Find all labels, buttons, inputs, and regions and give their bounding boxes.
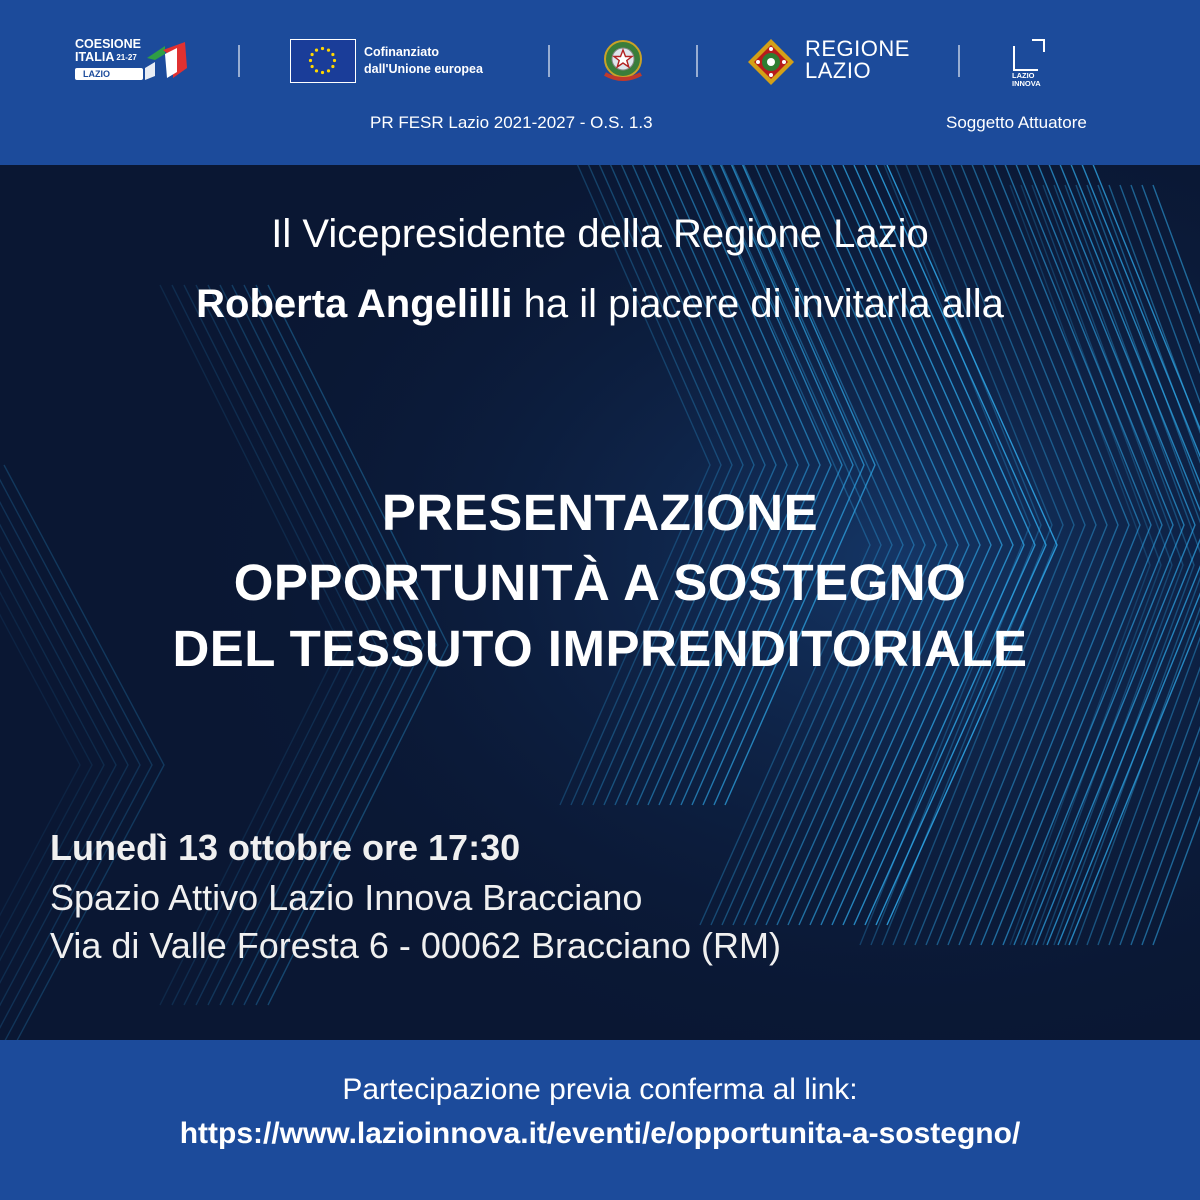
eu-star: [309, 59, 312, 62]
header-divider: [696, 45, 698, 77]
event-title-line-2: OPPORTUNITÀ A SOSTEGNO: [233, 554, 967, 611]
registration-link[interactable]: https://www.lazioinnova.it/eventi/e/opportunita-a-sostegno/: [179, 1117, 1021, 1150]
italian-republic-emblem-icon: [599, 38, 647, 84]
eu-star: [315, 69, 318, 72]
event-venue: Spazio Attivo Lazio Innova Bracciano: [50, 877, 643, 918]
eu-cofinanced-label: Cofinanziato dall'Unione europea: [364, 45, 483, 76]
event-title-line-3: DEL TESSUTO IMPRENDITORIALE: [172, 620, 1028, 677]
eu-star: [333, 59, 336, 62]
eu-star: [321, 71, 324, 74]
eu-star: [331, 65, 334, 68]
eu-star: [331, 53, 334, 56]
eu-star: [321, 47, 324, 50]
event-title-line-1: PRESENTAZIONE: [381, 484, 819, 541]
invite-line-2-rest: ha il piacere di invitarla alla: [512, 282, 1004, 326]
invite-line-2: [0, 282, 1200, 327]
header-divider: [548, 45, 550, 77]
host-name: Roberta Angelilli: [196, 282, 513, 326]
coesione-years: 21-27: [116, 53, 137, 62]
eu-star: [311, 65, 314, 68]
coesione-region: LAZIO: [75, 68, 143, 80]
event-address: Via di Valle Foresta 6 - 00062 Bracciano (RM): [50, 925, 782, 966]
coesione-arrow-icon: [143, 40, 191, 82]
event-datetime: Lunedì 13 ottobre ore 17:30: [50, 827, 521, 868]
eu-star: [315, 49, 318, 52]
header-divider: [958, 45, 960, 77]
regione-lazio-emblem-icon: [746, 37, 796, 87]
eu-star: [327, 69, 330, 72]
coesione-line1: COESIONE: [75, 37, 141, 51]
implementer-caption: Soggetto Attuatore: [946, 113, 1087, 132]
registration-note: Partecipazione previa conferma al link:: [342, 1073, 858, 1106]
regione-lazio-label: REGIONE LAZIO: [805, 36, 910, 83]
header-divider: [238, 45, 240, 77]
eu-star: [311, 53, 314, 56]
eu-flag-icon: [290, 39, 356, 83]
program-caption: PR FESR Lazio 2021-2027 - O.S. 1.3: [370, 113, 653, 132]
eu-star: [327, 49, 330, 52]
footer-bar: [0, 1040, 1200, 1200]
lazio-innova-logo-icon: [1012, 38, 1046, 72]
invite-line-1: Il Vicepresidente della Regione Lazio: [271, 212, 929, 256]
lazio-innova-label: LAZIO INNOVA: [1012, 71, 1041, 88]
coesione-line2: ITALIA: [75, 50, 115, 64]
header-bar: [0, 0, 1200, 165]
